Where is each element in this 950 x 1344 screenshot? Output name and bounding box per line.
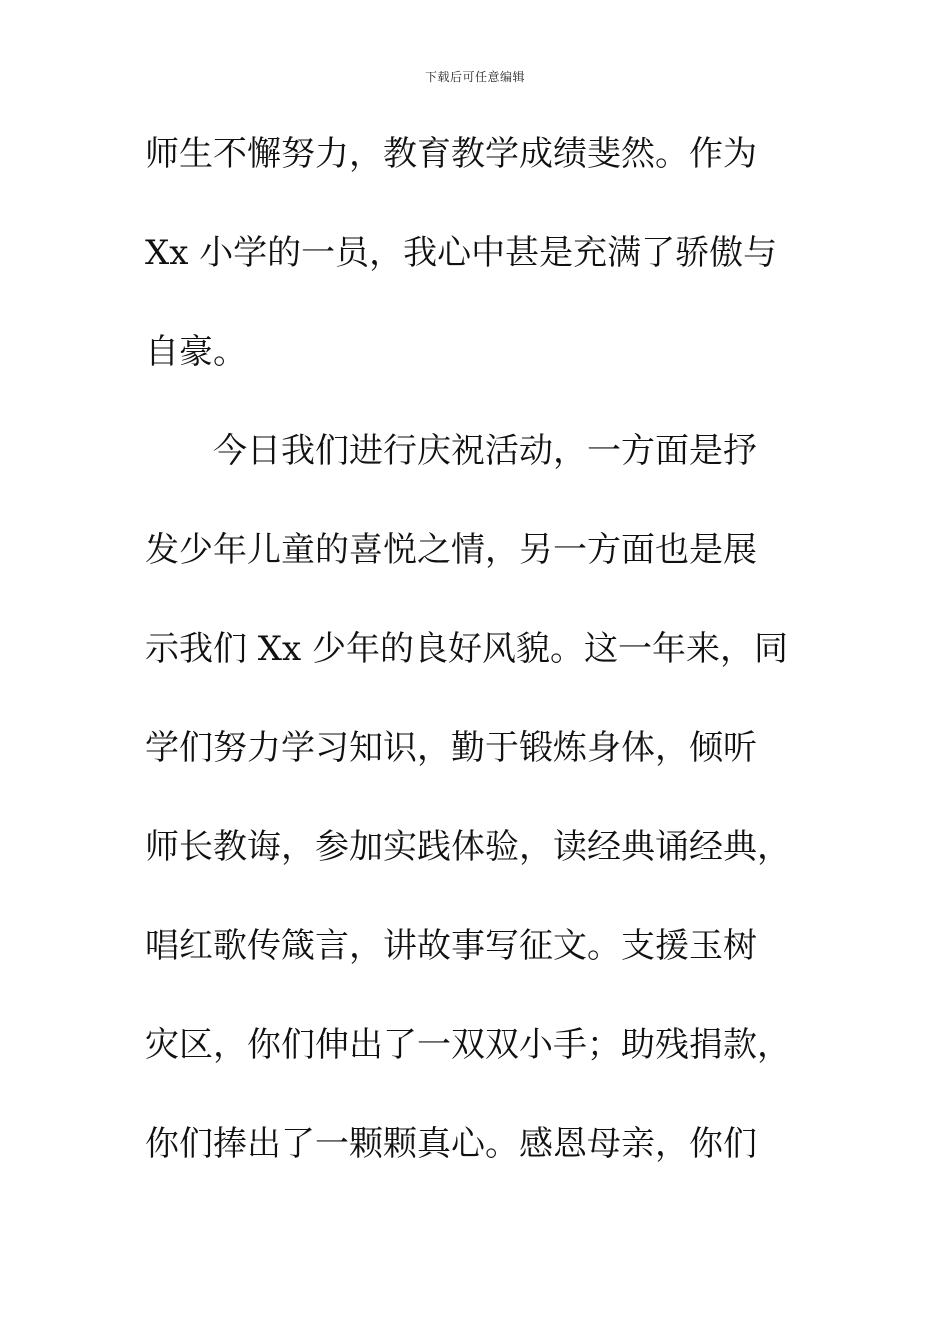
text-line: 你们捧出了一颗颗真心。感恩母亲，你们: [145, 1124, 757, 1164]
text-line: 师长教诲，参加实践体验，读经典诵经典，: [145, 827, 791, 867]
body-text: [145, 124, 825, 1213]
page-header: 下载后可任意编辑: [424, 70, 525, 84]
text-line: 灾区，你们伸出了一双双小手；助残捐款，: [145, 1025, 791, 1065]
text-line: 发少年儿童的喜悦之情，另一方面也是展: [145, 530, 757, 570]
text-line: 学们努力学习知识，勤于锻炼身体，倾听: [145, 728, 757, 768]
text-line: 唱红歌传箴言，讲故事写征文。支援玉树: [145, 926, 757, 966]
text-line: 师生不懈努力，教育教学成绩斐然。作为: [145, 134, 757, 174]
text-line: Xx 小学的一员，我心中甚是充满了骄傲与: [145, 233, 778, 273]
text-line: 示我们 Xx 少年的良好风貌。这一年来，同: [145, 629, 788, 669]
text-line: 自豪。: [145, 332, 247, 372]
text-line: 今日我们进行庆祝活动，一方面是抒: [145, 431, 757, 471]
